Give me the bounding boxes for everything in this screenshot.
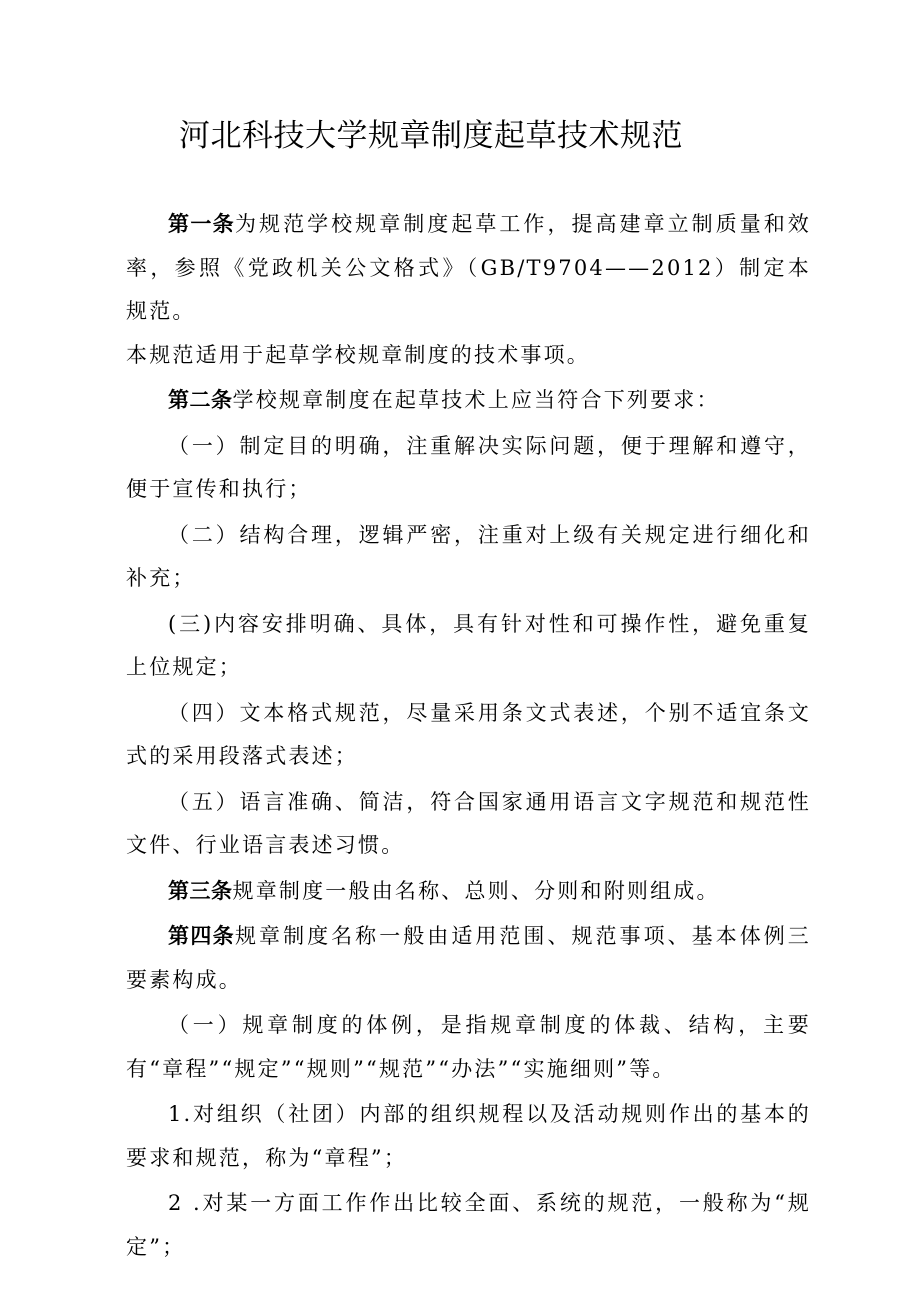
paragraph-text: （一）制定目的明确，注重解决实际问题，便于理解和遵守，便于宣传和执行； xyxy=(126,433,811,501)
paragraph-text: 本规范适用于起草学校规章制度的技术事项。 xyxy=(126,342,590,367)
paragraph-text: （五）语言准确、简洁，符合国家通用语言文字规范和规范性文件、行业语言表述习惯。 xyxy=(126,789,811,857)
paragraph-article-3 xyxy=(126,870,811,914)
paragraph-text: 学校规章制度在起草技术上应当符合下列要求： xyxy=(232,388,720,412)
paragraph-text: (三)内容安排明确、具体，具有针对性和可操作性，避免重复上位规定； xyxy=(126,611,811,679)
paragraph-item-5 xyxy=(126,781,811,868)
article-label: 第一条 xyxy=(168,212,236,236)
paragraph-item-1 xyxy=(126,425,811,512)
paragraph-item-2 xyxy=(126,514,811,601)
paragraph-text: 规章制度一般由名称、总则、分则和附则组成。 xyxy=(232,878,720,903)
article-label: 第二条 xyxy=(168,388,233,412)
document-title: 河北科技大学规章制度起草技术规范 xyxy=(179,118,683,154)
paragraph-style-regulation xyxy=(126,1182,811,1269)
article-label: 第三条 xyxy=(168,878,233,903)
paragraph-text: 2 .对某一方面工作作出比较全面、系统的规范，一般称为“规定”； xyxy=(126,1191,811,1259)
paragraph-item-4 xyxy=(126,692,811,779)
paragraph-text: 为规范学校规章制度起草工作，提高建章立制质量和效率，参照《党政机关公文格式》（GB/T9704——2012）制定本规范。 xyxy=(126,212,811,323)
paragraph-text: （二）结构合理，逻辑严密，注重对上级有关规定进行细化和补充； xyxy=(126,522,811,590)
paragraph-article-1 xyxy=(126,203,811,334)
paragraph-style-charter xyxy=(126,1093,811,1180)
paragraph-article-4 xyxy=(126,915,811,1002)
paragraph-text: 规章制度名称一般由适用范围、规范事项、基本体例三要素构成。 xyxy=(126,924,811,992)
paragraph-scope xyxy=(126,334,811,378)
paragraph-style-intro xyxy=(126,1004,811,1091)
paragraph-text: （四）文本格式规范，尽量采用条文式表述，个别不适宜条文式的采用段落式表述； xyxy=(126,700,811,768)
document-body xyxy=(126,203,811,1269)
article-label: 第四条 xyxy=(168,924,236,948)
paragraph-text: （一）规章制度的体例，是指规章制度的体裁、结构，主要有“章程”“规定”“规则”“规范”“办法”“实施细则”等。 xyxy=(126,1013,811,1081)
paragraph-item-3 xyxy=(126,603,811,690)
paragraph-text: 1.对组织（社团）内部的组织规程以及活动规则作出的基本的要求和规范，称为“章程”； xyxy=(126,1102,811,1170)
paragraph-article-2 xyxy=(126,379,811,423)
